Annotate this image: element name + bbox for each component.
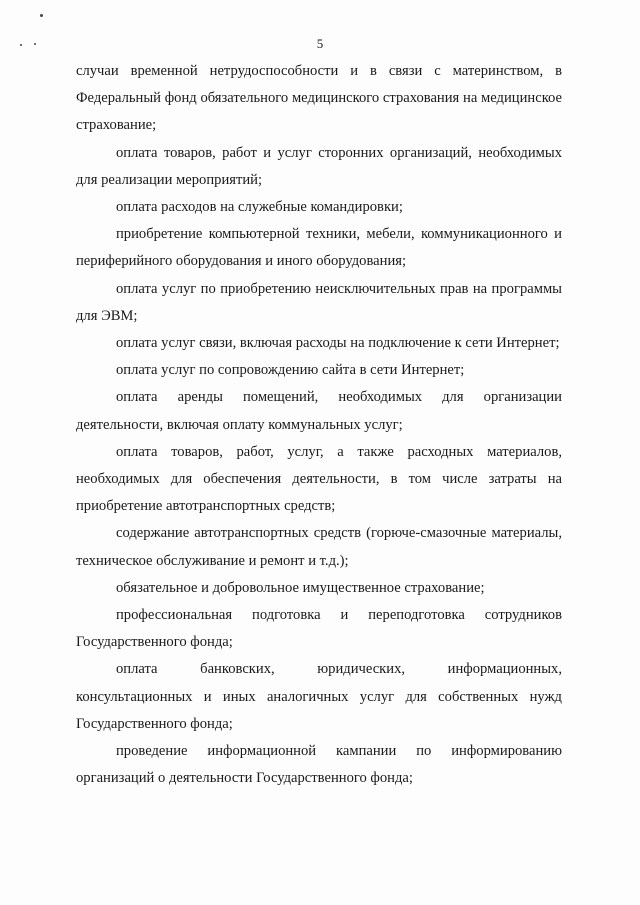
- paragraph: оплата банковских, юридических, информационных, консультационных и иных аналогичных услуг для собственных нужд Государственного фонда;: [76, 661, 562, 732]
- paragraph: случаи временной нетрудоспособности и в связи с материнством, в Федеральный фонд обязательного медицинского страхования на медицинское страхование;: [76, 63, 562, 134]
- paragraph: оплата услуг связи, включая расходы на подключение к сети Интернет;: [116, 335, 560, 352]
- paragraph: содержание автотранспортных средств (горюче-смазочные материалы, техническое обслуживание и ремонт и т.д.);: [76, 525, 562, 569]
- paragraph: профессиональная подготовка и переподготовка сотрудников Государственного фонда;: [76, 607, 562, 651]
- paragraph: обязательное и добровольное имущественное страхование;: [116, 579, 485, 596]
- paragraph: проведение информационной кампании по информированию организаций о деятельности Государственного фонда;: [76, 743, 562, 787]
- paragraph: оплата услуг по сопровождению сайта в сети Интернет;: [116, 362, 465, 379]
- paragraph: оплата товаров, работ, услуг, а также расходных материалов, необходимых для обеспечения деятельности, в том числе затраты на приобретение автотранспортных средств;: [76, 443, 562, 515]
- scan-speck: [40, 14, 43, 17]
- paragraph: оплата расходов на служебные командировки;: [116, 199, 403, 216]
- paragraph: оплата аренды помещений, необходимых для организации деятельности, включая оплату коммунальных услуг;: [76, 389, 562, 433]
- paragraph: приобретение компьютерной техники, мебели, коммуникационного и периферийного оборудования и иного оборудования;: [76, 226, 562, 270]
- paragraph: оплата товаров, работ и услуг сторонних организаций, необходимых для реализации мероприятий;: [76, 144, 562, 188]
- document-body: [76, 58, 562, 792]
- page-number: 5: [316, 36, 324, 51]
- paragraph: оплата услуг по приобретению неисключительных прав на программы для ЭВМ;: [76, 280, 562, 324]
